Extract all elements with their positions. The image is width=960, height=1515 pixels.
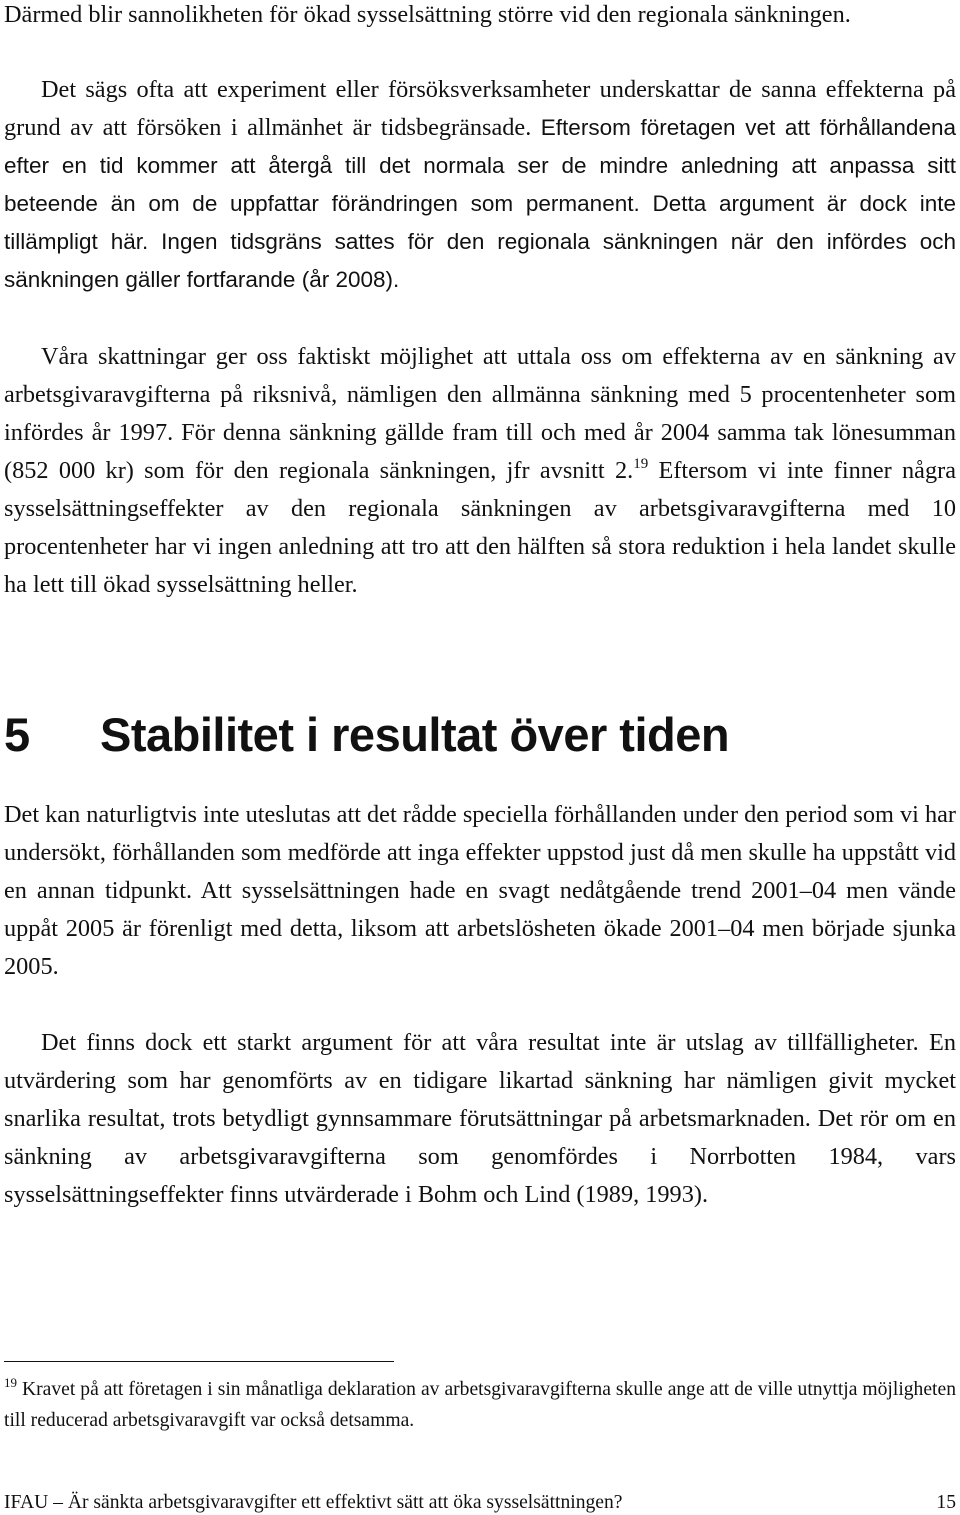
paragraph-time-limit-argument: [4, 71, 956, 299]
footnote-divider: [4, 1361, 394, 1362]
footnote-text: Kravet på att företagen i sin månatliga deklaration av arbetsgivaravgifterna skulle ange att de ville utnyttja möjligheten till reducerad arbetsgivaravgift var också detsamma.: [4, 1379, 956, 1431]
paragraph-text-sans: Eftersom företagen vet att förhållandena efter en tid kommer att återgå till det normala ser de mindre anledning att anpassa sitt beteende än om de uppfattar förändringen som permanent. Detta argument är dock inte tillämpligt här. Ingen tidsgräns sattes för den regionala sänkningen när den infördes och sänkningen gäller fortfarande (år 2008).: [4, 115, 956, 292]
paragraph-special-conditions: Det kan naturligtvis inte uteslutas att det rådde speciella förhållanden under den period som vi har undersökt, förhållanden som medförde att inga effekter uppstod just då men skulle ha uppstått vid en annan tidpunkt. Att sysselsättningen hade en svagt nedåtgående trend 2001–04 men vände uppåt 2005 är förenligt med detta, liksom att arbetslösheten ökade 2001–04 men började sjunka 2005.: [4, 801, 957, 980]
section-number: 5: [4, 708, 30, 761]
page-number: 15: [936, 1492, 956, 1513]
paragraph-text-serif: Det sägs ofta att experiment eller försöksverksamheter underskattar de sanna effekterna på grund av att försöken i allmänhet är tidsbegränsade.: [4, 76, 956, 141]
page-footer: [4, 1491, 956, 1515]
paragraph-strong-argument: Det finns dock ett starkt argument för att våra resultat inte är utslag av tillfälligheter. En utvärdering som har genomförts av en tidigare likartad sänkning har nämligen givit mycket snarlika resultat, trots betydligt gynnsammare förutsättningar på arbetsmarknaden. Det rör om en sänkning av arbetsgivaravgifterna som genomfördes i Norrbotten 1984, vars sysselsättningseffekter finns utvärderade i Bohm och Lind (1989, 1993).: [4, 1029, 956, 1208]
section-heading: [4, 705, 729, 765]
paragraph-text-a: Våra skattningar ger oss faktiskt möjlighet att uttala oss om effekterna av en sänkning av arbetsgivaravgifterna på riksnivå, nämligen den allmänna sänkning med 5 procentenheter som infördes år 1997. För denna sänkning gällde fram till och med år 2004 samma tak lönesumman (852 000 kr) som för den regionala sänkningen, jfr avsnitt 2.: [4, 343, 956, 484]
paragraph-continuation: Därmed blir sannolikheten för ökad sysselsättning större vid den regionala sänkningen.: [4, 1, 851, 28]
paragraph-text-b: Eftersom vi inte finner några sysselsättningseffekter av den regionala sänkningen av arbetsgivaravgifterna med 10 procentenheter har vi ingen anledning att tro att den hälften så stora reduktion i hela landet skulle ha lett till ökad sysselsättning heller.: [4, 457, 956, 598]
running-title: IFAU – Är sänkta arbetsgivaravgifter ett effektivt sätt att öka sysselsättningen?: [4, 1492, 623, 1513]
paragraph-national-reduction: [4, 338, 956, 604]
footnote: [4, 1374, 956, 1436]
footnote-number: 19: [4, 1375, 17, 1390]
document-page: [4, 0, 956, 1513]
section-title: Stabilitet i resultat över tiden: [100, 708, 730, 761]
footnote-reference[interactable]: 19: [633, 456, 649, 472]
